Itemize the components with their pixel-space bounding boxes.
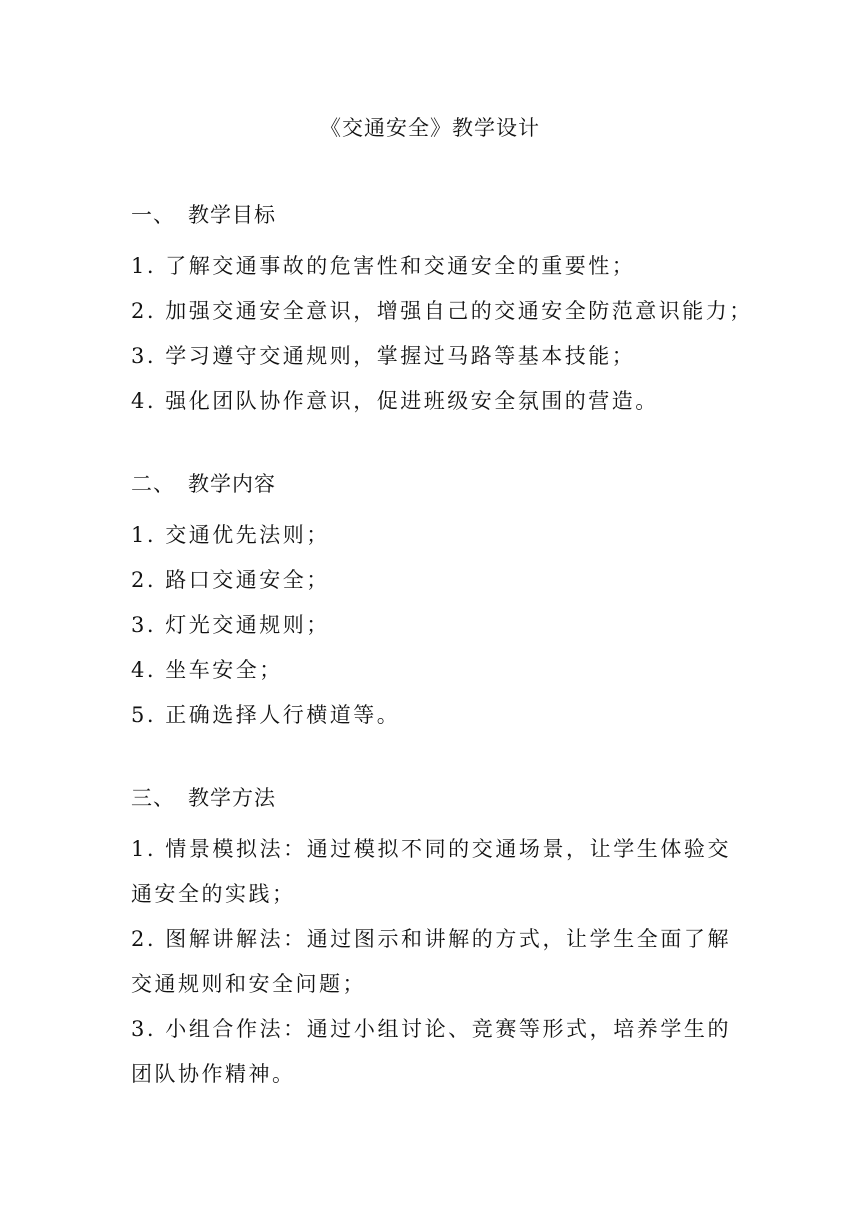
section-title: 教学目标	[188, 203, 276, 227]
list-item: 1. 了解交通事故的危害性和交通安全的重要性；	[131, 254, 636, 278]
list-item: 2. 路口交通安全；	[131, 568, 330, 592]
section-teaching-methods	[131, 782, 731, 1097]
section-number: 一、	[131, 203, 175, 227]
list-item: 1. 交通优先法则；	[131, 523, 330, 547]
section-title: 教学内容	[188, 472, 276, 496]
section-heading	[131, 468, 731, 500]
section-number: 三、	[131, 786, 175, 810]
section-teaching-content	[131, 468, 731, 738]
list-item: 2. 加强交通安全意识，增强自己的交通安全防范意识能力；	[131, 299, 753, 323]
list-item: 3. 小组合作法：通过小组讨论、竞赛等形式，培养学生的团队协作精神。	[131, 1017, 731, 1086]
document-title: 《交通安全》教学设计	[320, 116, 540, 140]
list-item: 3. 学习遵守交通规则，掌握过马路等基本技能；	[131, 344, 636, 368]
section-heading	[131, 782, 731, 814]
list-item: 5. 正确选择人行横道等。	[131, 703, 401, 727]
list-item: 4. 强化团队协作意识，促进班级安全氛围的营造。	[131, 389, 659, 413]
section-title: 教学方法	[188, 786, 276, 810]
section-heading	[131, 199, 731, 231]
section-teaching-goals	[131, 199, 753, 424]
list-item: 2. 图解讲解法：通过图示和讲解的方式，让学生全面了解交通规则和安全问题；	[131, 927, 731, 996]
list-item: 3. 灯光交通规则；	[131, 613, 330, 637]
document-body	[131, 199, 753, 1141]
list-item: 4. 坐车安全；	[131, 658, 283, 682]
section-number: 二、	[131, 472, 175, 496]
list-item: 1. 情景模拟法：通过模拟不同的交通场景，让学生体验交通安全的实践；	[131, 837, 731, 906]
